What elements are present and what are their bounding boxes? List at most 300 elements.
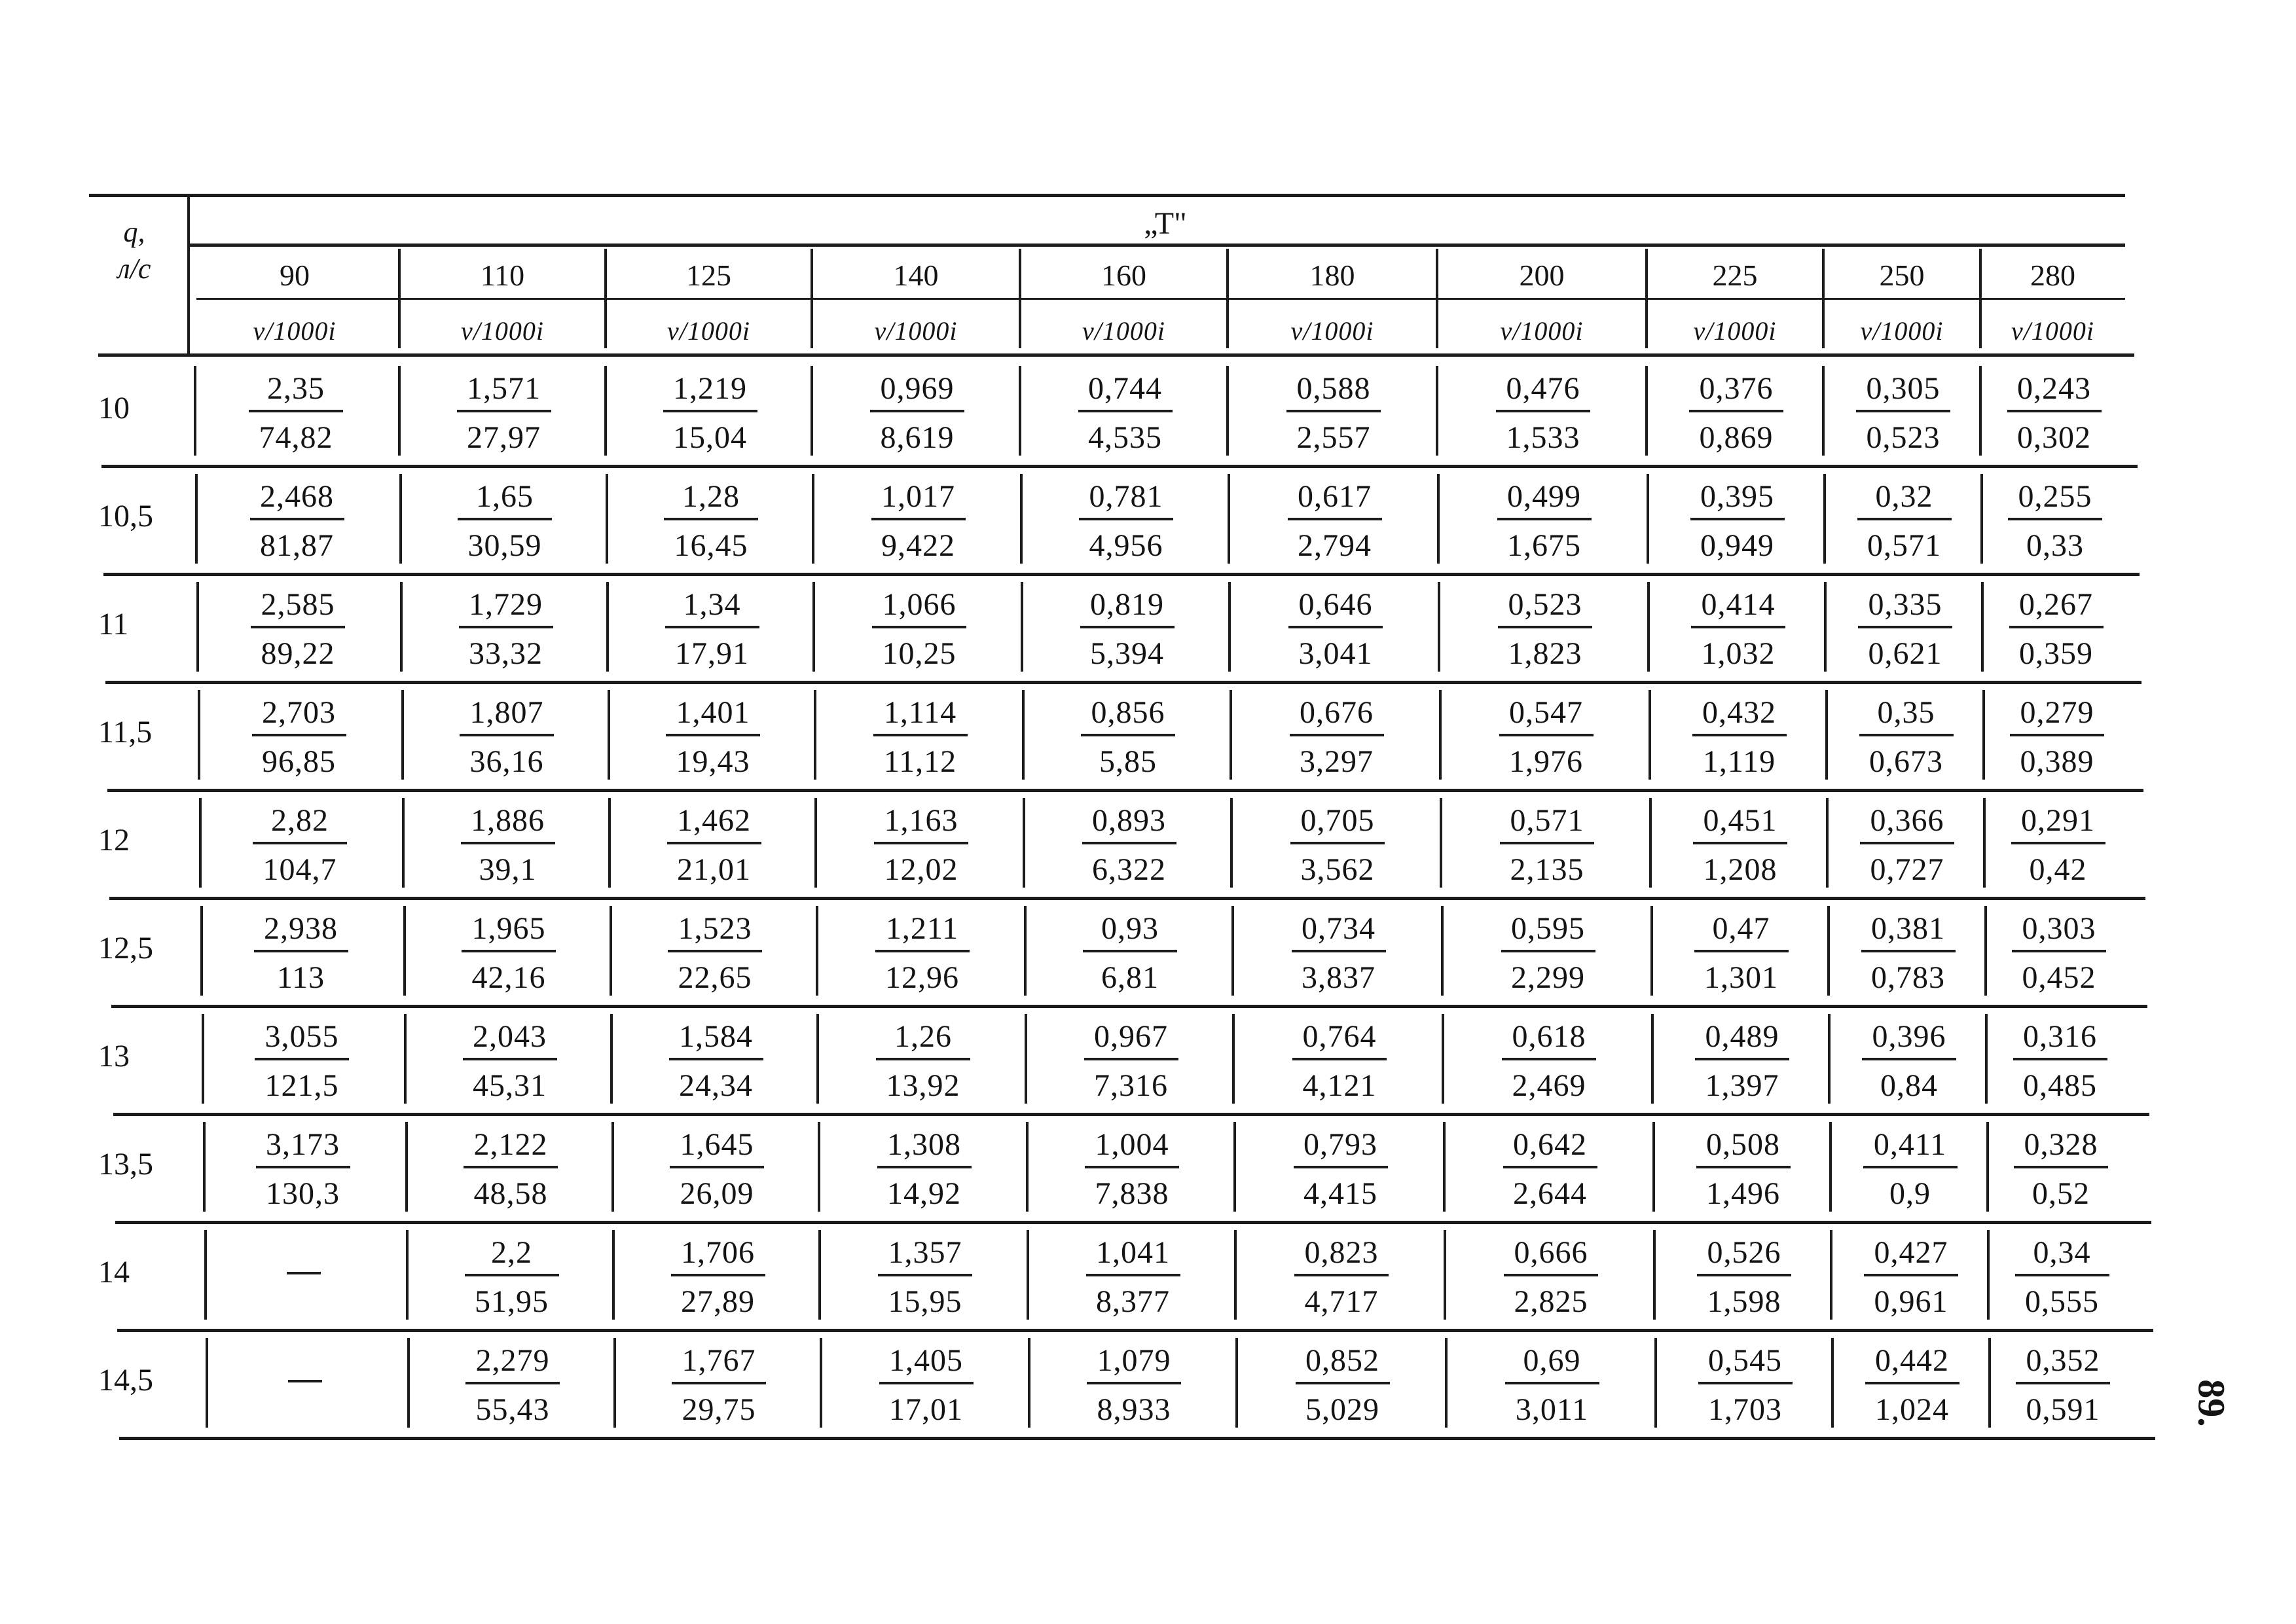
diameter-header: 125: [686, 259, 731, 292]
fraction-line: [1697, 1274, 1791, 1276]
fraction-line: [256, 1166, 350, 1168]
velocity-value: 0,32: [1875, 479, 1933, 514]
column-divider: [1831, 1338, 1834, 1428]
column-divider: [814, 690, 816, 780]
velocity-value: 0,291: [2021, 803, 2095, 838]
head-loss-value: 42,16: [471, 960, 546, 995]
velocity-value: 0,451: [1703, 803, 1777, 838]
flow-rate-cell: 11: [98, 607, 129, 641]
fraction-line: [2007, 410, 2102, 412]
column-divider: [1654, 1338, 1657, 1428]
fraction-line: [1292, 950, 1386, 952]
velocity-value: 0,366: [1870, 803, 1944, 838]
head-loss-value: 2,557: [1296, 420, 1371, 455]
velocity-value: 1,308: [887, 1127, 961, 1162]
fraction-line: [1501, 950, 1595, 952]
column-divider: [1828, 1014, 1831, 1104]
flow-rate-cell: 14: [98, 1255, 130, 1290]
velocity-value: 0,571: [1510, 803, 1584, 838]
fraction-line: [1861, 950, 1956, 952]
table-top-rule: [89, 194, 2125, 197]
column-divider: [1438, 582, 1440, 672]
diameter-header: 90: [280, 259, 310, 292]
velocity-value: 0,588: [1296, 371, 1371, 406]
velocity-value: 0,335: [1868, 587, 1942, 622]
head-loss-value: 1,119: [1702, 744, 1776, 779]
head-loss-value: 74,82: [259, 420, 333, 455]
column-divider: [405, 1122, 408, 1212]
diameter-header: 225: [1712, 259, 1758, 292]
velocity-value: 0,303: [2022, 911, 2096, 946]
material-header: „Т": [1144, 206, 1187, 241]
velocity-value: 0,734: [1302, 911, 1376, 946]
diameter-header: 160: [1101, 259, 1146, 292]
column-divider: [1230, 690, 1232, 780]
velocity-value: 0,969: [880, 371, 955, 406]
head-loss-value: 2,794: [1298, 528, 1372, 563]
head-loss-value: 3,297: [1300, 744, 1374, 779]
column-divider: [608, 798, 611, 888]
column-divider: [1984, 906, 1987, 996]
fraction-line: [1694, 950, 1789, 952]
head-loss-value: 33,32: [469, 636, 543, 671]
column-divider: [1981, 582, 1984, 672]
head-loss-value: 12,96: [885, 960, 959, 995]
velocity-loss-subheader: v/1000i: [1693, 316, 1777, 346]
velocity-value: 2,35: [267, 371, 325, 406]
head-loss-value: 11,12: [883, 744, 957, 779]
head-loss-value: 48,58: [473, 1176, 548, 1211]
diameter-header: 280: [2030, 259, 2075, 292]
head-loss-value: 0,783: [1871, 960, 1945, 995]
fraction-line: [1856, 410, 1950, 412]
row-q-divider: [206, 1338, 208, 1428]
column-divider: [1024, 906, 1027, 996]
row-separator: [109, 897, 2145, 900]
row-separator: [111, 1005, 2147, 1008]
head-loss-value: 5,394: [1090, 636, 1164, 671]
fraction-line: [1502, 1058, 1596, 1060]
column-divider: [1443, 1122, 1446, 1212]
head-loss-value: 2,644: [1513, 1176, 1587, 1211]
flow-rate-cell: 13,5: [98, 1147, 153, 1182]
fraction-line: [1083, 950, 1177, 952]
column-divider: [606, 582, 609, 672]
velocity-loss-subheader: v/1000i: [253, 316, 337, 346]
head-loss-value: 3,011: [1515, 1392, 1589, 1427]
fraction-line: [1691, 626, 1785, 628]
velocity-loss-subheader: v/1000i: [1500, 316, 1584, 346]
velocity-value: 0,595: [1511, 911, 1585, 946]
velocity-value: 1,004: [1095, 1127, 1169, 1162]
velocity-loss-subheader: v/1000i: [2011, 316, 2094, 346]
head-loss-value: 16,45: [674, 528, 748, 563]
head-loss-value: 5,029: [1305, 1392, 1379, 1427]
column-divider: [1979, 366, 1982, 456]
head-loss-value: 27,97: [467, 420, 541, 455]
fraction-line: [874, 842, 968, 844]
fraction-line: [1084, 1058, 1178, 1060]
head-loss-value: 113: [276, 960, 325, 995]
column-divider: [1226, 366, 1229, 456]
fraction-line: [250, 518, 344, 520]
fraction-line: [2010, 734, 2104, 736]
column-divider: [1653, 1230, 1656, 1320]
column-divider: [812, 582, 815, 672]
head-loss-value: 30,59: [467, 528, 542, 563]
column-divider: [612, 1230, 615, 1320]
head-loss-value: 0,52: [2032, 1176, 2090, 1211]
fraction-line: [870, 410, 964, 412]
fraction-line: [1290, 734, 1384, 736]
fraction-line: [1690, 518, 1785, 520]
column-divider: [1019, 366, 1021, 456]
fraction-line: [672, 1382, 766, 1384]
fraction-line: [878, 1274, 972, 1276]
velocity-value: 0,793: [1303, 1127, 1377, 1162]
header-column-divider: [1645, 249, 1648, 348]
empty-dash: [288, 1380, 322, 1382]
velocity-value: 1,807: [469, 695, 544, 730]
velocity-value: 0,705: [1300, 803, 1375, 838]
flow-rate-cell: 14,5: [98, 1363, 153, 1398]
velocity-value: 0,427: [1874, 1235, 1948, 1270]
head-loss-value: 0,33: [2026, 528, 2084, 563]
fraction-line: [1860, 842, 1954, 844]
fraction-line: [1294, 1274, 1389, 1276]
head-loss-value: 26,09: [680, 1176, 754, 1211]
velocity-value: 1,017: [881, 479, 955, 514]
velocity-value: 0,744: [1088, 371, 1162, 406]
velocity-value: 0,823: [1304, 1235, 1379, 1270]
head-loss-value: 8,619: [880, 420, 955, 455]
column-divider: [1021, 582, 1023, 672]
velocity-value: 0,666: [1514, 1235, 1588, 1270]
column-divider: [1232, 1014, 1235, 1104]
head-loss-value: 96,85: [262, 744, 336, 779]
column-divider: [816, 1014, 819, 1104]
column-divider: [1647, 582, 1650, 672]
head-loss-value: 0,42: [2029, 852, 2087, 887]
flow-rate-cell: 12: [98, 823, 130, 857]
velocity-value: 0,764: [1302, 1019, 1377, 1054]
head-loss-value: 24,34: [679, 1068, 753, 1103]
velocity-value: 1,462: [677, 803, 751, 838]
fraction-line: [669, 1058, 763, 1060]
velocity-value: 1,401: [676, 695, 750, 730]
velocity-value: 1,405: [889, 1343, 963, 1378]
velocity-value: 0,432: [1702, 695, 1776, 730]
head-loss-value: 39,1: [479, 852, 537, 887]
header-subhead-rule: [196, 298, 2125, 300]
fraction-line: [1085, 1166, 1179, 1168]
fraction-line: [1504, 1274, 1598, 1276]
velocity-value: 1,706: [681, 1235, 755, 1270]
velocity-value: 0,381: [1871, 911, 1945, 946]
velocity-value: 0,47: [1712, 911, 1770, 946]
column-divider: [1028, 1338, 1030, 1428]
velocity-value: 2,82: [271, 803, 329, 838]
fraction-line: [879, 1382, 974, 1384]
fraction-line: [668, 950, 762, 952]
head-loss-value: 0,591: [2026, 1392, 2100, 1427]
velocity-value: 0,279: [2020, 695, 2094, 730]
column-divider: [1987, 1230, 1990, 1320]
velocity-value: 0,819: [1090, 587, 1164, 622]
head-loss-value: 1,533: [1506, 420, 1580, 455]
fraction-line: [877, 1166, 972, 1168]
column-divider: [814, 798, 817, 888]
velocity-value: 0,646: [1298, 587, 1373, 622]
head-loss-value: 0,555: [2025, 1284, 2099, 1319]
head-loss-value: 0,9: [1889, 1176, 1931, 1211]
column-divider: [1022, 690, 1025, 780]
fraction-line: [667, 842, 761, 844]
fraction-line: [465, 1382, 560, 1384]
fraction-line: [1496, 410, 1590, 412]
fraction-line: [1082, 842, 1176, 844]
velocity-value: 1,571: [467, 371, 541, 406]
velocity-value: 2,938: [264, 911, 338, 946]
head-loss-value: 3,041: [1298, 636, 1373, 671]
fraction-line: [873, 734, 968, 736]
fraction-line: [1500, 842, 1594, 844]
fraction-line: [1865, 1382, 1959, 1384]
velocity-value: 1,114: [883, 695, 957, 730]
column-divider: [403, 906, 406, 996]
velocity-value: 1,645: [680, 1127, 754, 1162]
head-loss-value: 8,377: [1096, 1284, 1170, 1319]
column-divider: [1020, 474, 1023, 564]
column-divider: [820, 1338, 822, 1428]
head-loss-value: 36,16: [469, 744, 544, 779]
head-loss-value: 15,04: [673, 420, 747, 455]
fraction-line: [664, 518, 758, 520]
column-divider: [1988, 1338, 1991, 1428]
head-loss-value: 17,91: [675, 636, 749, 671]
fraction-line: [254, 950, 348, 952]
velocity-value: 0,676: [1300, 695, 1374, 730]
fraction-line: [666, 734, 760, 736]
velocity-value: 0,442: [1875, 1343, 1949, 1378]
head-loss-value: 6,81: [1101, 960, 1159, 995]
head-loss-value: 45,31: [473, 1068, 547, 1103]
velocity-value: 0,526: [1707, 1235, 1781, 1270]
column-divider: [1230, 798, 1233, 888]
column-divider: [1025, 1014, 1027, 1104]
fraction-line: [876, 1058, 970, 1060]
head-loss-value: 0,673: [1869, 744, 1943, 779]
head-loss-value: 6,322: [1092, 852, 1166, 887]
fraction-line: [1693, 842, 1787, 844]
fraction-line: [671, 1274, 765, 1276]
head-loss-value: 55,43: [475, 1392, 550, 1427]
column-divider: [1442, 1014, 1444, 1104]
velocity-value: 0,489: [1705, 1019, 1779, 1054]
fraction-line: [1689, 410, 1783, 412]
velocity-value: 0,617: [1298, 479, 1372, 514]
column-divider: [1982, 690, 1985, 780]
head-loss-value: 1,598: [1707, 1284, 1781, 1319]
velocity-loss-subheader: v/1000i: [1860, 316, 1944, 346]
fraction-line: [462, 950, 556, 952]
column-divider: [1647, 474, 1649, 564]
row-separator: [117, 1329, 2153, 1332]
velocity-value: 1,65: [476, 479, 534, 514]
head-loss-value: 29,75: [682, 1392, 756, 1427]
fraction-line: [459, 626, 553, 628]
velocity-value: 0,508: [1706, 1127, 1780, 1162]
velocity-loss-subheader: v/1000i: [1290, 316, 1374, 346]
velocity-value: 0,35: [1877, 695, 1935, 730]
column-divider: [1228, 582, 1231, 672]
head-loss-value: 27,89: [681, 1284, 755, 1319]
fraction-line: [1498, 626, 1592, 628]
velocity-value: 1,26: [894, 1019, 952, 1054]
fraction-line: [1079, 518, 1173, 520]
velocity-value: 0,547: [1509, 695, 1583, 730]
velocity-value: 0,395: [1700, 479, 1774, 514]
fraction-line: [1698, 1382, 1793, 1384]
header-column-divider: [1436, 249, 1438, 348]
flow-rate-cell: 10: [98, 391, 130, 425]
head-loss-value: 4,535: [1088, 420, 1162, 455]
fraction-line: [1695, 1058, 1789, 1060]
header-group-rule: [190, 244, 2125, 247]
column-divider: [1228, 474, 1230, 564]
head-loss-value: 22,65: [678, 960, 752, 995]
velocity-loss-subheader: v/1000i: [1082, 316, 1165, 346]
head-loss-value: 4,956: [1089, 528, 1163, 563]
velocity-value: 3,173: [266, 1127, 340, 1162]
velocity-value: 0,523: [1508, 587, 1582, 622]
head-loss-value: 2,469: [1512, 1068, 1586, 1103]
fraction-line: [1288, 518, 1382, 520]
fraction-line: [458, 518, 552, 520]
velocity-value: 1,211: [885, 911, 959, 946]
column-divider: [1652, 1122, 1655, 1212]
fraction-line: [1503, 1166, 1597, 1168]
header-column-divider: [398, 249, 401, 348]
velocity-value: 1,041: [1096, 1235, 1170, 1270]
header-column-divider: [1979, 249, 1982, 348]
row-separator: [105, 681, 2141, 684]
head-loss-value: 1,496: [1706, 1176, 1780, 1211]
fraction-line: [2016, 1382, 2110, 1384]
column-divider: [604, 366, 607, 456]
column-divider: [1439, 690, 1442, 780]
head-loss-value: 0,359: [2019, 636, 2093, 671]
column-divider: [1235, 1338, 1238, 1428]
column-divider: [1023, 798, 1025, 888]
fraction-line: [461, 842, 555, 844]
fraction-line: [2013, 1058, 2107, 1060]
fraction-line: [1290, 842, 1385, 844]
head-loss-value: 1,301: [1704, 960, 1778, 995]
velocity-value: 0,852: [1305, 1343, 1379, 1378]
column-divider: [1026, 1122, 1029, 1212]
fraction-line: [1862, 1058, 1956, 1060]
column-divider: [1649, 798, 1652, 888]
velocity-value: 1,965: [471, 911, 546, 946]
fraction-line: [457, 410, 551, 412]
head-loss-value: 1,032: [1701, 636, 1776, 671]
velocity-value: 0,267: [2019, 587, 2093, 622]
head-loss-value: 0,302: [2017, 420, 2091, 455]
head-loss-value: 12,02: [884, 852, 958, 887]
head-loss-value: 4,121: [1302, 1068, 1377, 1103]
fraction-line: [464, 1166, 558, 1168]
column-divider: [1826, 798, 1829, 888]
head-loss-value: 9,422: [881, 528, 955, 563]
velocity-value: 2,468: [260, 479, 334, 514]
velocity-value: 1,357: [888, 1235, 962, 1270]
velocity-value: 0,69: [1523, 1343, 1581, 1378]
fraction-line: [1087, 1382, 1181, 1384]
head-loss-value: 1,397: [1705, 1068, 1779, 1103]
head-loss-value: 130,3: [266, 1176, 340, 1211]
velocity-value: 0,856: [1091, 695, 1165, 730]
column-divider: [1983, 798, 1986, 888]
column-divider: [1986, 1122, 1989, 1212]
velocity-value: 1,34: [683, 587, 741, 622]
column-divider: [608, 690, 610, 780]
head-loss-value: 0,84: [1880, 1068, 1938, 1103]
flow-rate-cell: 12,5: [98, 931, 153, 965]
head-loss-value: 0,452: [2022, 960, 2096, 995]
velocity-value: 1,066: [882, 587, 957, 622]
fraction-line: [1864, 1274, 1958, 1276]
head-loss-value: 8,933: [1097, 1392, 1171, 1427]
velocity-value: 1,767: [682, 1343, 756, 1378]
column-divider: [407, 1338, 410, 1428]
fraction-line: [871, 518, 966, 520]
head-loss-value: 0,621: [1868, 636, 1942, 671]
fraction-line: [1296, 1382, 1390, 1384]
row-separator: [113, 1113, 2149, 1116]
head-loss-value: 21,01: [677, 852, 751, 887]
fraction-line: [1286, 410, 1381, 412]
velocity-value: 2,043: [473, 1019, 547, 1054]
velocity-value: 0,255: [2018, 479, 2092, 514]
head-loss-value: 3,837: [1302, 960, 1376, 995]
head-loss-value: 13,92: [886, 1068, 960, 1103]
fraction-line: [2014, 1166, 2108, 1168]
fraction-line: [253, 842, 347, 844]
page-number: 89.: [2190, 1379, 2233, 1427]
velocity-value: 0,781: [1089, 479, 1163, 514]
fraction-line: [1086, 1274, 1180, 1276]
head-loss-value: 81,87: [260, 528, 334, 563]
fraction-line: [1078, 410, 1173, 412]
velocity-value: 0,414: [1701, 587, 1776, 622]
column-divider: [402, 798, 405, 888]
column-divider: [1233, 1122, 1236, 1212]
velocity-value: 1,079: [1097, 1343, 1171, 1378]
head-loss-value: 14,92: [887, 1176, 961, 1211]
q-label: q,: [123, 216, 145, 248]
column-divider: [812, 474, 814, 564]
column-divider: [1830, 1230, 1832, 1320]
diameter-header: 180: [1309, 259, 1355, 292]
head-loss-value: 0,389: [2020, 744, 2094, 779]
row-q-divider: [204, 1230, 207, 1320]
diameter-header: 140: [893, 259, 939, 292]
fraction-line: [252, 734, 346, 736]
head-loss-value: 0,727: [1870, 852, 1944, 887]
head-loss-value: 17,01: [889, 1392, 963, 1427]
column-divider: [1822, 366, 1825, 456]
